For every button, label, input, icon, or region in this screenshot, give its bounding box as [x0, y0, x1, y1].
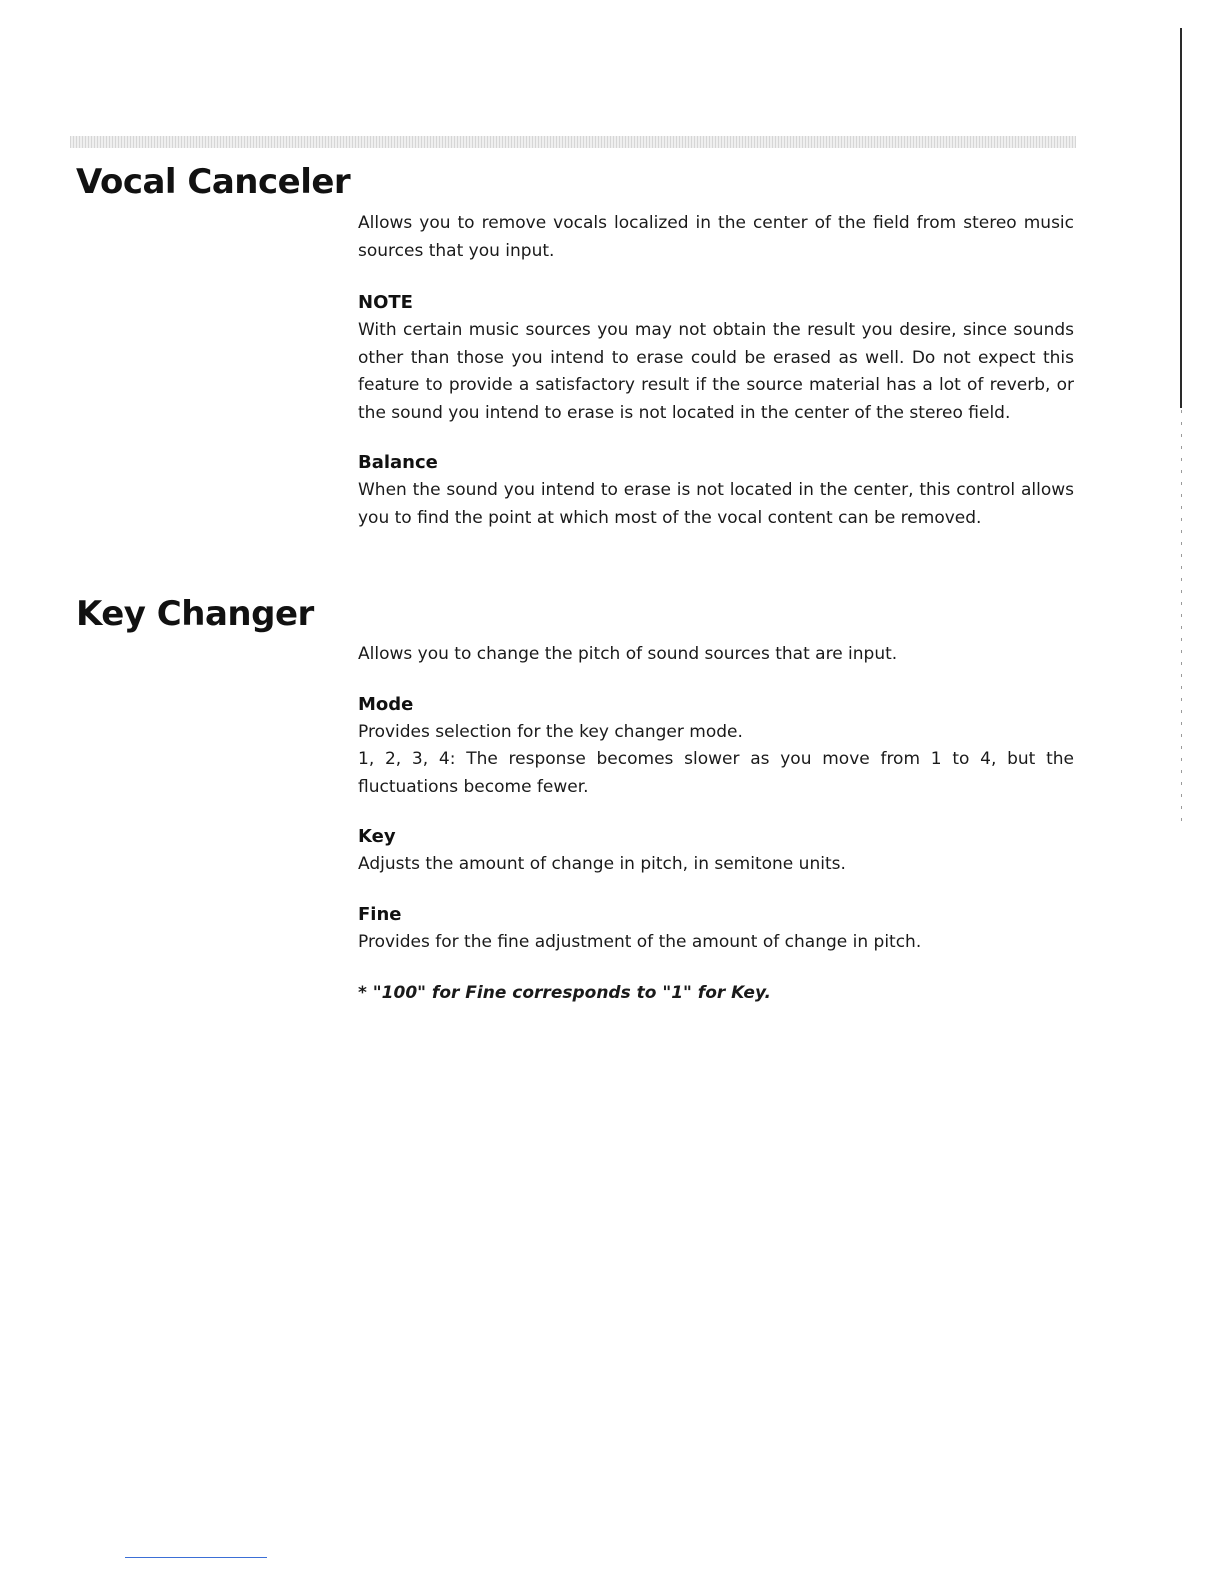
vocal-canceler-section	[358, 210, 1074, 532]
mode-text: Provides selection for the key changer mode.	[358, 721, 743, 742]
vocal-canceler-title: Vocal Canceler	[76, 162, 351, 202]
key-heading: Key	[358, 826, 396, 847]
fine-key-footnote: * "100" for Fine corresponds to "1" for Key.	[358, 983, 771, 1003]
scan-edge-line	[1180, 28, 1182, 408]
key-changer-intro: Allows you to change the pitch of sound sources that are input.	[358, 644, 898, 664]
mode-heading: Mode	[358, 693, 414, 715]
vocal-canceler-intro: Allows you to remove vocals localized in the center of the field from stereo music sources that you input.	[358, 213, 1074, 261]
section-divider-bar	[70, 136, 1076, 148]
key-text: Adjusts the amount of change in pitch, in semitone units.	[358, 854, 846, 874]
key-changer-section	[358, 641, 1074, 1008]
balance-heading: Balance	[358, 452, 438, 473]
note-text: With certain music sources you may not obtain the result you desire, since sounds other than those you intend to erase could be erased as well. Do not expect this feature to provide a satisfactory result if the source material has a lot of reverb, or the sound you intend to erase is not located in the center of the stereo field.	[358, 320, 1074, 423]
scan-edge-dots	[1181, 410, 1182, 830]
fine-heading: Fine	[358, 903, 402, 925]
note-heading: NOTE	[358, 292, 413, 313]
key-changer-title: Key Changer	[76, 594, 314, 634]
fine-text: Provides for the fine adjustment of the amount of change in pitch.	[358, 931, 922, 952]
scan-bottom-line	[125, 1557, 267, 1558]
balance-text: When the sound you intend to erase is not located in the center, this control allows you to find the point at which most of the vocal content can be removed.	[358, 480, 1074, 528]
mode-detail: 1, 2, 3, 4: The response becomes slower as you move from 1 to 4, but the fluctuations become fewer.	[358, 749, 1074, 797]
